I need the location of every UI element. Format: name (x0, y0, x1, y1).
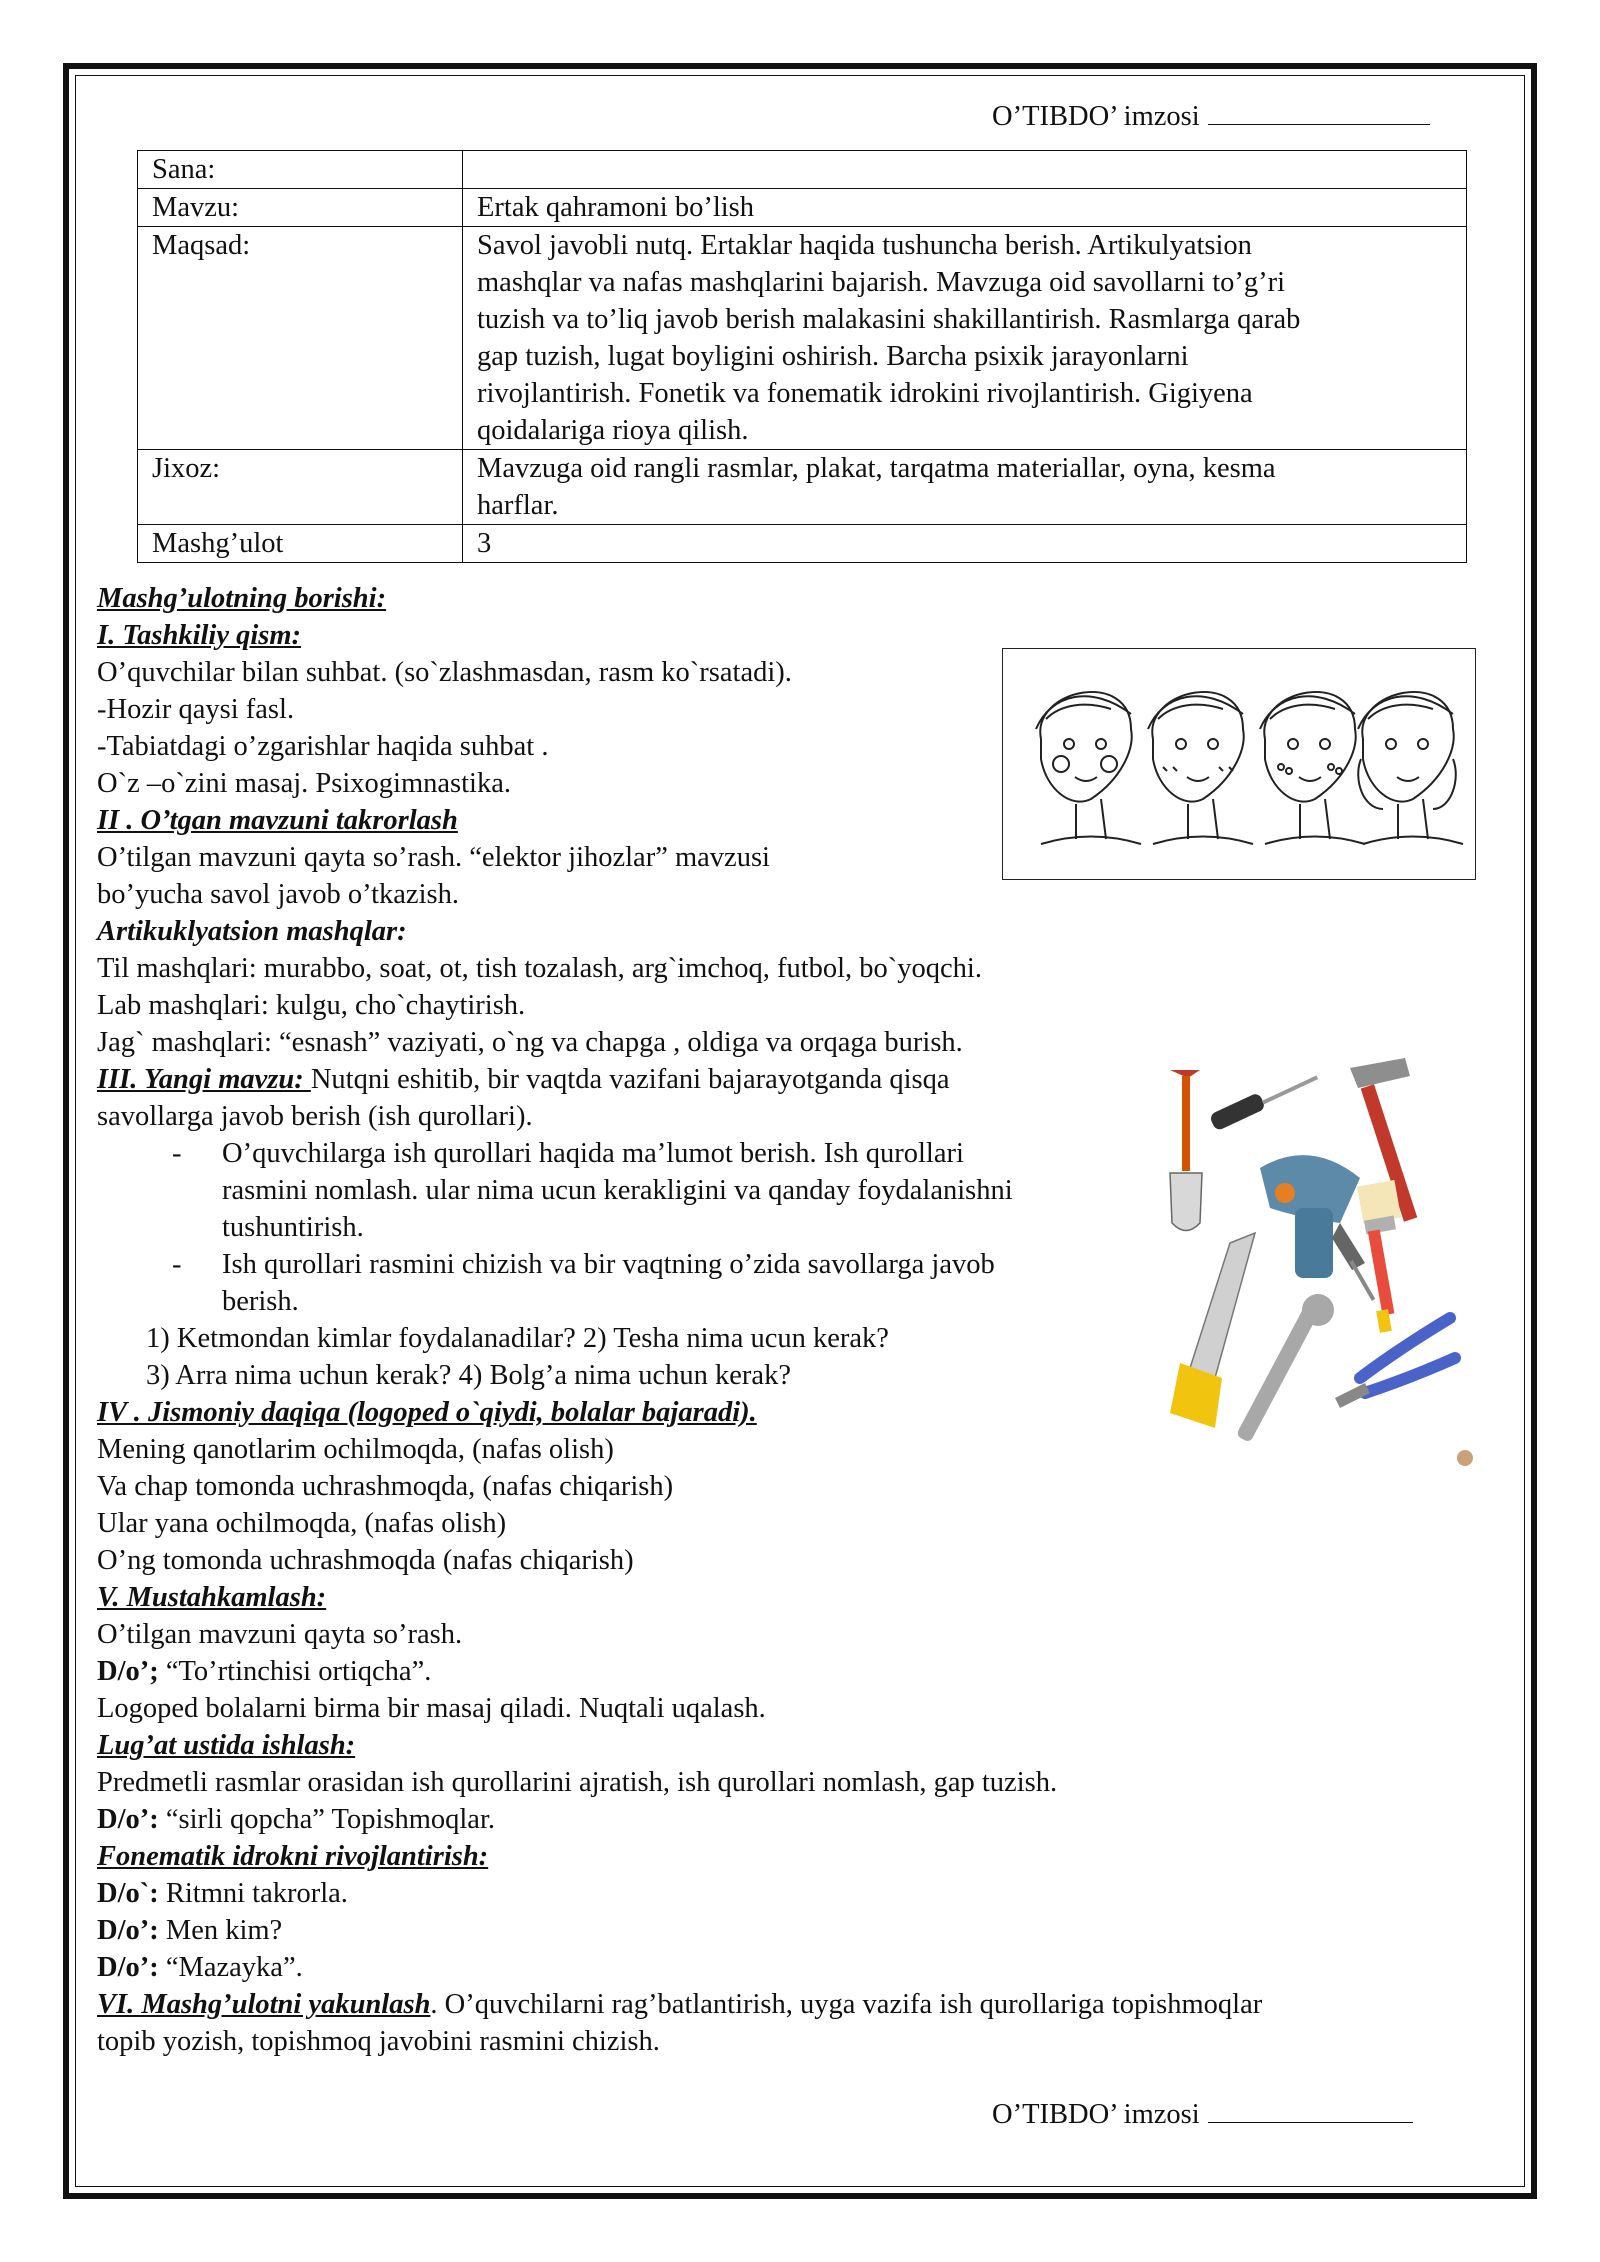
paintbrush-icon (1357, 1180, 1401, 1333)
shovel-icon (1170, 1070, 1202, 1231)
body-line: Til mashqlari: murabbo, soat, ot, tish tozalash, arg`imchoq, futbol, bo`yoqchi. (97, 953, 982, 984)
body-line: Predmetli rasmlar orasidan ish qurollarini ajratish, ish qurollari nomlash, gap tuzish. (97, 1767, 1058, 1798)
body-line: O’tilgan mavzuni qayta so’rash. (97, 1619, 463, 1650)
body-line: Lab mashqlari: kulgu, cho`chaytirish. (97, 990, 526, 1021)
section-5-heading: V. Mustahkamlash: (97, 1582, 327, 1613)
lesson-info-table (137, 150, 1467, 563)
game-name: “sirli qopcha” Topishmoqlar. (158, 1804, 495, 1835)
questions-line: 1) Ketmondan kimlar foydalanadilar? 2) Tesha nima ucun kerak? (146, 1323, 889, 1354)
section-2-heading: II . O’tgan mavzuni takrorlash (97, 805, 458, 836)
game-prefix: D/o’; (97, 1656, 159, 1687)
signature-top-line (1208, 102, 1430, 125)
game-prefix: D/o’: (97, 1804, 159, 1835)
body-line: Logoped bolalarni birma bir masaj qiladi. Nuqtali uqalash. (97, 1693, 766, 1724)
table-row-mashgulot (138, 525, 1467, 563)
table-row-mavzu (138, 189, 1467, 227)
jixoz-line: Mavzuga oid rangli rasmlar, plakat, tarqatma materiallar, oyna, kesma (477, 453, 1276, 484)
section-4-heading: IV . Jismoniy daqiqa (logoped o`qiydi, bolalar bajaradi). (97, 1397, 757, 1428)
section-6-rest: . O’quvchilarni rag’batlantirish, uyga vazifa ish qurollariga topishmoqlar (430, 1989, 1263, 2020)
mavzu-value: Ertak qahramoni bo’lish (463, 189, 1467, 227)
mashgulot-label: Mashg’ulot (138, 525, 463, 563)
maqsad-line: Savol javobli nutq. Ertaklar haqida tushuncha berish. Artikulyatsion (477, 230, 1252, 261)
game-name: “Mazayka”. (158, 1952, 303, 1983)
body-line: bo’yucha savol javob o’tkazish. (97, 879, 459, 910)
bullet-1-line: tushuntirish. (222, 1212, 364, 1243)
game-line (97, 1912, 282, 1949)
signature-bottom (992, 2096, 1413, 2133)
section-6-heading: VI. Mashg’ulotni yakunlash (97, 1989, 431, 2020)
jixoz-value (463, 450, 1467, 525)
lugat-heading: Lug’at ustida ishlash: (97, 1730, 356, 1761)
game-name: “To’rtinchisi ortiqcha”. (158, 1656, 432, 1687)
jixoz-label: Jixoz: (138, 450, 463, 525)
body-line: -Tabiatdagi o’zgarishlar haqida suhbat . (97, 731, 549, 762)
game-name: Men kim? (158, 1915, 283, 1946)
mashgulot-value: 3 (463, 525, 1467, 563)
body-line: Ular yana ochilmoqda, (nafas olish) (97, 1508, 507, 1539)
table-row-maqsad (138, 227, 1467, 450)
mavzu-label: Mavzu: (138, 189, 463, 227)
maqsad-label: Maqsad: (138, 227, 463, 450)
bullet-1-line: rasmini nomlash. ular nima ucun kerakligini va qanday foydalanishni (222, 1175, 1013, 1206)
tools-drawing (1160, 1048, 1480, 1478)
game-line (97, 1653, 431, 1690)
section-1-heading: I. Tashkiliy qism: (97, 620, 302, 651)
signature-top-label: O’TIBDO’ imzosi (992, 101, 1200, 132)
table-row-sana (138, 151, 1467, 189)
maqsad-line: mashqlar va nafas mashqlarini bajarish. Mavzuga oid savollarni to’g’ri (477, 267, 1286, 298)
jixoz-line: harflar. (477, 490, 559, 521)
maqsad-line: gap tuzish, lugat boyligini oshirish. Barcha psixik jarayonlarni (477, 341, 1189, 372)
maqsad-line: tuzish va to’liq javob berish malakasini shakillantirish. Rasmlarga qarab (477, 304, 1301, 335)
signature-top (992, 98, 1430, 135)
bullet-mark: - (172, 1249, 182, 1280)
game-line (97, 1801, 495, 1838)
section-3-rest: Nutqni eshitib, bir vaqtda vazifani bajarayotganda qisqa (310, 1064, 950, 1095)
faces-drawing (1003, 649, 1473, 877)
game-line (97, 1875, 348, 1912)
maqsad-line: qoidalariga rioya qilish. (477, 415, 749, 446)
game-line (97, 1949, 303, 1986)
section-3-heading: III. Yangi mavzu: (97, 1064, 311, 1095)
sana-label: Sana: (138, 151, 463, 189)
bullet-2-line: berish. (222, 1286, 299, 1317)
body-line: savollarga javob berish (ish qurollari). (97, 1101, 533, 1132)
game-prefix: D/o`: (97, 1878, 159, 1909)
table-row-jixoz (138, 450, 1467, 525)
artikulyatsiya-heading: Artikuklyatsion mashqlar: (97, 916, 407, 947)
section-3-line (97, 1061, 950, 1098)
signature-bottom-label: O’TIBDO’ imzosi (992, 2099, 1200, 2130)
saw-icon (1170, 1233, 1255, 1428)
wrench-icon (1236, 1294, 1334, 1443)
game-name: Ritmni takrorla. (158, 1878, 348, 1909)
maqsad-value (463, 227, 1467, 450)
body-line: O’ng tomonda uchrashmoqda (nafas chiqarish) (97, 1545, 634, 1576)
bullet-mark: - (172, 1138, 182, 1169)
signature-bottom-line (1208, 2100, 1413, 2123)
screwdriver-icon (1209, 1076, 1318, 1132)
work-tools-illustration-icon (1160, 1048, 1480, 1478)
drill-icon (1260, 1155, 1375, 1301)
body-line: -Hozir qaysi fasl. (97, 694, 295, 725)
bullet-2-line: Ish qurollari rasmini chizish va bir vaqtning o’zida savollarga javob (222, 1249, 995, 1280)
pliers-icon (1335, 1318, 1455, 1408)
game-prefix: D/o’: (97, 1915, 159, 1946)
body-line: topib yozish, topishmoq javobini rasmini chizish. (97, 2026, 660, 2057)
game-prefix: D/o’: (97, 1952, 159, 1983)
body-line: Mening qanotlarim ochilmoqda, (nafas olish) (97, 1434, 614, 1465)
bullet-1-line: O’quvchilarga ish qurollari haqida ma’lumot berish. Ish qurollari (222, 1138, 964, 1169)
body-line: Jag` mashqlari: “esnash” vaziyati, o`ng va chapga , oldiga va orqaga burish. (97, 1027, 963, 1058)
body-line: O’tilgan mavzuni qayta so’rash. “elektor jihozlar” mavzusi (97, 842, 770, 873)
section-borishi-heading: Mashg’ulotning borishi: (97, 583, 387, 614)
maqsad-line: rivojlantirish. Fonetik va fonematik idrokini rivojlantirish. Gigiyena (477, 378, 1253, 409)
body-line: O’quvchilar bilan suhbat. (so`zlashmasdan, rasm ko`rsatadi). (97, 657, 792, 688)
section-6-line (97, 1986, 1262, 2023)
body-line: O`z –o`zini masaj. Psixogimnastika. (97, 768, 511, 799)
face-massage-illustration-icon (1002, 648, 1476, 880)
sana-value (463, 151, 1467, 189)
body-line: Va chap tomonda uchrashmoqda, (nafas chiqarish) (97, 1471, 674, 1502)
fonematik-heading: Fonematik idrokni rivojlantirish: (97, 1841, 489, 1872)
questions-line: 3) Arra nima uchun kerak? 4) Bolg’a nima uchun kerak? (146, 1360, 791, 1391)
